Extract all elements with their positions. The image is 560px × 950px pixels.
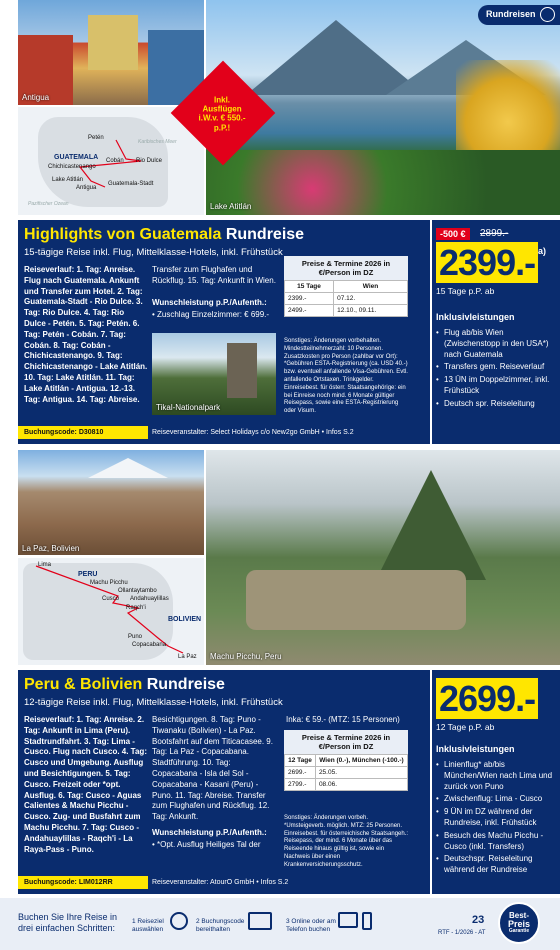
guatemala-price	[436, 242, 538, 284]
guatemala-organizer: Reiseveranstalter: Select Holidays c/o New2go GmbH • Infos S.2	[152, 429, 354, 436]
peru-title-highlight: Peru & Bolivien	[24, 676, 143, 693]
incl-item: • Transfers gem. Reiseverlauf	[436, 362, 556, 373]
incl-item: • Besuch des Machu Picchu - Cusco (inkl. Transfers)	[436, 831, 556, 853]
map-label-lapaz: La Paz	[178, 654, 197, 660]
peru-price-note: 12 Tage p.P. ab	[436, 722, 495, 732]
map-label-copa: Copacabana	[132, 642, 167, 648]
guatemala-subtitle: 15-tägige Reise inkl. Flug, Mittelklasse-Hotels, inkl. Frühstück	[24, 247, 283, 258]
caption-antigua: Antigua	[22, 93, 50, 102]
incl-item: • 13 ÜN im Doppelzimmer, inkl. Frühstück	[436, 375, 556, 397]
issue-code: RTF - 1/2026 - AT	[438, 930, 486, 936]
section-tag-label: Rundreisen	[486, 9, 536, 19]
map-label-machu: Machu Picchu	[90, 580, 128, 586]
route-line	[18, 558, 204, 665]
map-label-ollan: Ollantaytambo	[118, 588, 157, 594]
price-col-departure: Wien	[334, 281, 408, 293]
map-label-bolivien: BOLIVIEN	[168, 616, 202, 623]
map-label-guat-city: Guatemala-Stadt	[108, 181, 154, 187]
footer-step-2: 2 Buchungscode bereithalten	[196, 918, 245, 933]
peru-incl-title: Inklusivleistungen	[436, 744, 515, 754]
caption-la-paz: La Paz, Bolivien	[22, 544, 80, 553]
caption-machu-picchu: Machu Picchu, Peru	[210, 652, 282, 661]
peru-title	[24, 676, 225, 694]
incl-item: • Zwischenflug: Lima - Cusco	[436, 794, 556, 805]
price-cell: 2399.-	[285, 293, 334, 305]
price-cell: 2799.-	[285, 779, 316, 791]
peru-notes: Sonstiges: Änderungen vorbeh. *Umsteigeverb. möglich. MTZ: 25 Personen. Einreisebest. für österreichische Staatsangeh.: Reisepass, der mind. 6 Monate über das Reiseende hinaus gültig ist, sowie ein Nachweis über einen Krankenversicherungsschutz.	[284, 815, 409, 868]
map-label-puno: Puno	[128, 634, 143, 640]
peru-title-rest: Rundreise	[146, 676, 225, 693]
price-col-duration: 15 Tage	[285, 281, 334, 293]
guatemala-price-sup: a)	[538, 246, 547, 256]
date-cell: 07.12.	[334, 293, 408, 305]
peru-itinerary: Reiseverlauf: 1. Tag: Anreise. 2. Tag: Ankunft in Lima (Peru). Stadtrundfahrt. 3. Tag: Lima - Cusco. Flug nach Cusco. 4. Tag: Cusco und Umgebung. Ausflug und Besichtigungen. 5. Tag: Cusco. Freizeit oder *opt. Ausflug. 6. Tag: Cusco - Aguas Calientes & Machu Picchu - Cusco. Zug- und Busfahrt zum Machu Picchu. 7. Tag: Cusco - Andahuaylillas - Raqch'i - La Raya-Pass - Puno.	[24, 715, 147, 854]
map-label-coban: Cobán	[106, 158, 124, 164]
footer-bar	[0, 898, 560, 950]
phone-icon	[362, 912, 372, 930]
guatemala-title	[24, 226, 304, 244]
peru-inka-line: Inka: € 59.- (MTZ: 15 Personen)	[286, 715, 400, 724]
best-price-seal	[498, 902, 540, 944]
excursion-badge-text: Inkl. Ausflügen i.W.v. € 550.- p.P.!	[198, 95, 246, 133]
peru-price	[436, 678, 538, 720]
guatemala-title-rest: Rundreise	[225, 226, 305, 243]
seal-text-1: Best-	[508, 911, 529, 920]
footer-intro: Buchen Sie Ihre Reise in drei einfachen Schritten:	[18, 912, 118, 934]
globe-icon	[540, 7, 555, 22]
incl-item: • Deutsch spr. Reiseleitung	[436, 399, 556, 410]
caption-tikal: Tikal-Nationalpark	[156, 403, 221, 412]
globe-icon	[170, 912, 188, 930]
incl-item: • Flug ab/bis Wien (Zwischenstopp in den USA*) nach Guatemala	[436, 328, 556, 360]
guatemala-itinerary-cont: Transfer zum Flughafen und Rückflug. 15. Tag: Ankunft in Wien.	[152, 265, 276, 285]
guatemala-booking-code: Buchungscode: D30810	[18, 426, 148, 439]
map-label-antigua: Antigua	[76, 185, 97, 191]
price-cell: 2499.-	[285, 305, 334, 317]
page-number: 23	[472, 914, 485, 926]
guatemala-price-table	[284, 256, 408, 317]
peru-price-table-header: Preise & Termine 2026 in €/Person im DZ	[284, 730, 408, 754]
map-label-peru: PERU	[78, 571, 98, 578]
guatemala-wish-single-room: • Zuschlag Einzelzimmer: € 699.-	[152, 310, 270, 319]
map-label-sea1: Karibisches Meer	[138, 139, 177, 145]
peru-price-table	[284, 730, 408, 791]
incl-item: • 9 ÜN im DZ während der Rundreise, inkl. Frühstück	[436, 807, 556, 829]
peru-incl-list	[436, 760, 556, 878]
date-cell: 25.05.	[315, 767, 407, 779]
guatemala-price-value: 2399.-	[436, 242, 538, 283]
map-label-lake: Lake Atitlán	[52, 177, 84, 183]
tikal-photo	[152, 333, 276, 415]
peru-subtitle: 12-tägige Reise inkl. Flug, Mittelklasse-Hotels, inkl. Frühstück	[24, 697, 283, 708]
map-label-lima: Lima	[38, 562, 52, 568]
book-icon	[248, 912, 272, 930]
peru-booking-code: Buchungscode: LIM012RR	[18, 876, 148, 889]
peru-map	[18, 558, 204, 665]
peru-wish: Wunschleistung p.P./Aufenth.:	[152, 828, 267, 837]
price-col-duration: 12 Tage	[285, 755, 316, 767]
caption-lake-atitlan: Lake Atitlán	[210, 202, 252, 211]
price-cell: 2699.-	[285, 767, 316, 779]
machu-picchu-photo	[206, 450, 560, 665]
la-paz-photo	[18, 450, 204, 555]
guatemala-itinerary: Reiseverlauf: 1. Tag: Anreise. Flug nach Guatemala. Ankunft und Transfer zum Hotel. 2. Tag: Guatemala-Stadt - Rio Dulce. 3. Tag: Rio Dulce. 4. Tag: Rio Dulce - Petén. 5. Tag: Petén. 6. Tag: Petén - Cobán. 7. Tag: Cobán. 8. Tag: Cobán - Chichicastenango. 9. Tag: Chichicastenango - Lake Atitlán. 10. Tag: Lake Atitlán. 11. Tag: Lake Atitlán - Antigua. 12.-13. Tag: Antigua. 14. Tag: Abreise.	[24, 265, 148, 404]
peru-price-value: 2699.-	[436, 678, 538, 719]
guatemala-title-highlight: Highlights von Guatemala	[24, 226, 222, 243]
map-label-sea2: Pazifischer Ozean	[28, 201, 69, 207]
guatemala-map	[18, 107, 204, 215]
old-price: 2899.-	[480, 228, 509, 239]
incl-item: • Deutschspr. Reiseleitung während der Rundreise	[436, 854, 556, 876]
seal-text-3: Garantie	[508, 928, 530, 934]
footer-step-3: 3 Online oder am Telefon buchen	[286, 918, 336, 933]
map-label-cusco: Cusco	[102, 596, 120, 602]
date-cell: 12.10., 09.11.	[334, 305, 408, 317]
guatemala-info-block	[18, 220, 430, 444]
incl-item: • Linienflug* ab/bis München/Wien nach Lima und zurück von Puno	[436, 760, 556, 792]
peru-info-block	[18, 670, 430, 894]
discount-badge: -500 €	[436, 228, 470, 240]
map-label-rio-dulce: Rio Dulce	[136, 158, 163, 164]
peru-organizer: Reiseveranstalter: AtourO GmbH • Infos S.2	[152, 879, 289, 886]
map-label-country: GUATEMALA	[54, 154, 99, 161]
map-label-chichi: Chichicastenango	[48, 164, 96, 170]
map-label-raqchi: Raqch'i	[126, 605, 146, 611]
price-col-departure: Wien (0.-), München (-100.-)	[315, 755, 407, 767]
date-cell: 08.06.	[315, 779, 407, 791]
guatemala-price-note: 15 Tage p.P. ab	[436, 286, 495, 296]
seal-text-2: Preis	[507, 919, 531, 929]
map-label-andah: Andahuaylillas	[130, 596, 169, 602]
guatemala-incl-list	[436, 328, 556, 412]
peru-itinerary-cont: Besichtigungen. 8. Tag: Puno - Tiwanaku (Bolivien) - La Paz. Bootsfahrt auf dem Titicacasee. 9. Tag: La Paz - Copacabana. Stadtführung. 10. Tag: Copacabana - Isla del Sol - Copacabana - Kasani (Peru) - Puno. 11. Tag: Abreise. Transfer zum Flughafen und Rückflug. 12. Tag: Ankunft.	[152, 715, 273, 822]
guatemala-price-table-header: Preise & Termine 2026 in €/Person im DZ	[284, 256, 408, 280]
antigua-photo	[18, 0, 204, 105]
map-label-peten: Petén	[88, 135, 104, 141]
peru-price-column	[432, 670, 560, 894]
peru-wish-excursion: • *Opt. Ausflug Heiliges Tal der	[152, 840, 261, 849]
guatemala-price-column	[432, 220, 560, 444]
guatemala-wish: Wunschleistung p.P./Aufenth.:	[152, 298, 267, 307]
guatemala-incl-title: Inklusivleistungen	[436, 312, 515, 322]
footer-step-1: 1 Reiseziel auswählen	[132, 918, 164, 933]
section-tag	[478, 5, 560, 25]
guatemala-notes: Sonstiges: Änderungen vorbehalten. Mindestteilnehmerzahl: 10 Personen. Zusatzkosten pro Person (zahlbar vor Ort): *Gebühren ESTA-Registrierung (ca. USD 40.-) bzw. eventuell anfallende Visa-Gebühren. Evtl. anfallende Ortstaxen. Trinkgelder. Einreisebest. für österr. Staatsangehörige: ein bei Einreise noch mind. 6 Monate gültiger Reisepass, sowie eine ESTA-Registrierung oder Visum.	[284, 338, 408, 415]
computer-icon	[338, 912, 358, 928]
